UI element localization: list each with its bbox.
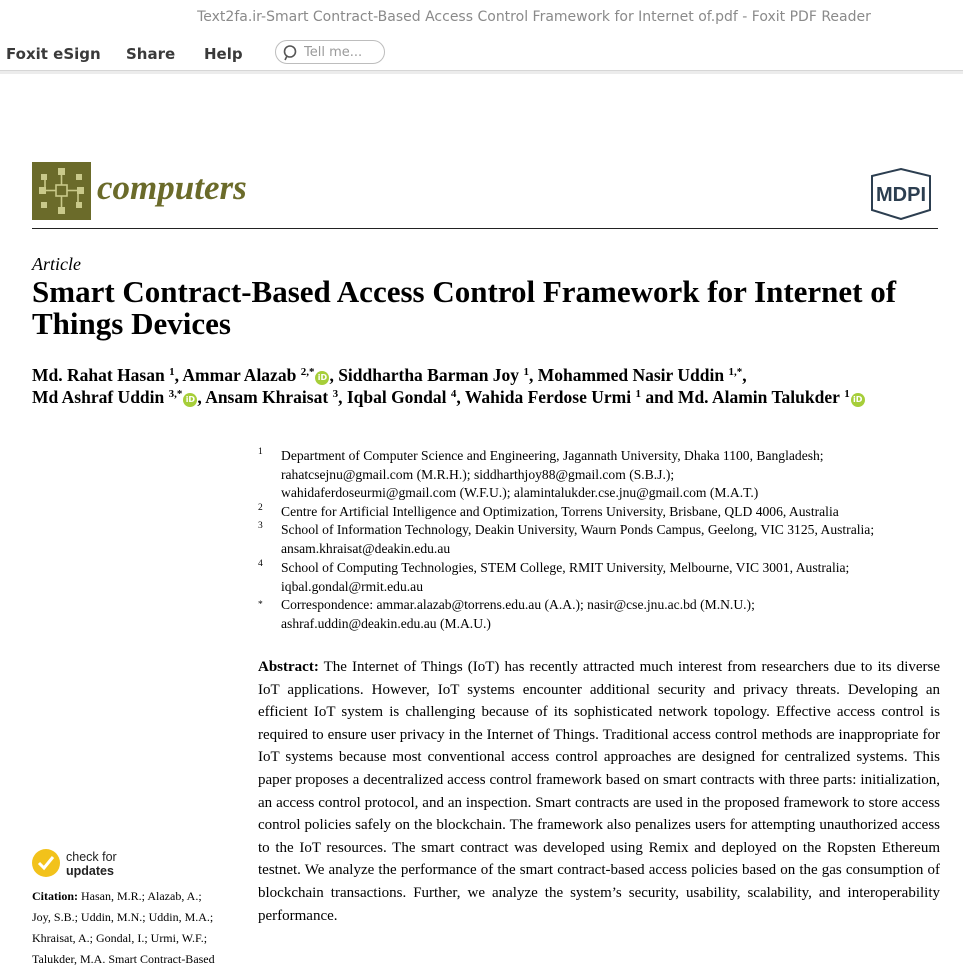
affiliation-line: Correspondence: ammar.alazab@torrens.edu.au (A.A.); nasir@cse.jnu.ac.bd (M.N.U.); xyxy=(281,597,755,612)
check-for-updates-badge[interactable] xyxy=(32,848,132,880)
orcid-icon[interactable]: iD xyxy=(315,371,329,385)
author-affil: 2,* xyxy=(300,366,315,378)
author-name: Ammar Alazab xyxy=(182,365,297,385)
abstract-label: Abstract: xyxy=(258,659,319,675)
affiliation-line: wahidaferdoseurmi@gmail.com (W.F.U.); alamintalukder.cse.jnu@gmail.com (M.A.T.) xyxy=(281,485,759,501)
author-name: Iqbal Gondal xyxy=(346,387,447,407)
article-type: Article xyxy=(32,254,81,274)
author-name: Ansam Khraisat xyxy=(205,387,329,407)
check-badge xyxy=(32,849,60,877)
author-affil: 1,* xyxy=(728,366,743,378)
tell-me-search[interactable] xyxy=(275,40,385,64)
author-affil: 1 xyxy=(635,388,641,400)
author-name: Md. Rahat Hasan xyxy=(32,365,165,385)
author-line-1: Md. Rahat Hasan $^1$, Ammar Alazab $^{2,*}$ iD , Siddhartha Barman Joy $^1$, Mohammed Nasir Uddin $^{1,*}$, xyxy=(32,365,747,385)
orcid-icon[interactable]: iD xyxy=(851,393,865,407)
author-affil: 1 xyxy=(169,366,175,378)
window-title: Text2fa.ir-Smart Contract-Based Access Control Framework for Internet of.pdf - Foxit PDF Reader xyxy=(197,9,871,25)
title-bar xyxy=(0,0,963,36)
author-affil: 1 xyxy=(523,366,529,378)
mdpi-logo xyxy=(864,168,938,220)
menu-foxit-esign[interactable]: Foxit eSign xyxy=(6,45,101,63)
citation-line: Joy, S.B.; Uddin, M.N.; Uddin, M.A.; xyxy=(32,910,214,924)
menu-bar xyxy=(0,36,963,71)
check-icon xyxy=(37,855,55,871)
author-list xyxy=(32,364,942,408)
affiliation-line: iqbal.gondal@rmit.edu.au xyxy=(281,578,424,594)
affiliation-number: 1 xyxy=(258,447,263,457)
affiliation-line: Department of Computer Science and Engineering, Jagannath University, Dhaka 1100, Bangladesh; xyxy=(281,448,824,463)
affiliation-line: School of Information Technology, Deakin University, Waurn Ponds Campus, Geelong, VIC 3125, Australia; xyxy=(281,522,875,537)
header-rule xyxy=(32,228,938,229)
affiliation-number: 2 xyxy=(258,503,263,513)
check-updates-line-1: check for xyxy=(66,850,117,864)
author-affil: 3,* xyxy=(168,388,183,400)
author-name: Mohammed Nasir Uddin xyxy=(537,365,725,385)
affiliation-line: ashraf.uddin@deakin.edu.au (M.A.U.) xyxy=(281,615,491,631)
tell-me-input[interactable] xyxy=(304,43,382,61)
author-name: Md. Alamin Talukder xyxy=(677,387,840,407)
citation-label: Citation: xyxy=(32,889,78,903)
citation-block xyxy=(32,886,237,970)
menu-help[interactable]: Help xyxy=(204,45,243,63)
abstract xyxy=(258,656,940,927)
affiliation-number: * xyxy=(258,600,263,610)
author-line-2: Md Ashraf Uddin $^{3,*}$ iD , Ansam Khraisat $^3$, Iqbal Gondal $^4$, Wahida Ferdose Urmi $^1$ and Md. Alamin Talukder $^1$ iD xyxy=(32,386,942,408)
author-name: Md Ashraf Uddin xyxy=(32,387,165,407)
paper-title: Smart Contract-Based Access Control Framework for Internet of Things Devices xyxy=(32,274,897,341)
author-affil: 3 xyxy=(332,388,339,400)
citation-line: Hasan, M.R.; Alazab, A.; xyxy=(81,889,202,903)
affiliation-line: ansam.khraisat@deakin.edu.au xyxy=(281,540,451,556)
orcid-icon[interactable]: iD xyxy=(183,393,197,407)
citation-line: Khraisat, A.; Gondal, I.; Urmi, W.F.; xyxy=(32,931,208,945)
affiliation-number: 3 xyxy=(258,521,263,531)
author-name: Wahida Ferdose Urmi xyxy=(464,387,632,407)
author-affil: 4 xyxy=(450,388,457,400)
author-affil: 1 xyxy=(844,388,850,400)
pdf-page[interactable] xyxy=(0,74,963,964)
and-word: and xyxy=(645,387,674,407)
author-name: Siddhartha Barman Joy xyxy=(338,365,520,385)
abstract-text: The Internet of Things (IoT) has recently attracted much interest from researchers due to its diverse IoT applications. However, IoT systems encounter additional security and privacy threats. Developing an efficient IoT system is challenging because of its sophisticated network topology. Effective access control is required to ensure user privacy in the Internet of Things. Traditional access control methods are inappropriate for IoT systems because most conventional access control approaches are designed for centralized systems. This paper proposes a decentralized access control framework based on smart contracts with three parts: initialization, an access control protocol, and an inspection. Smart contracts are used in the proposed framework to store access control policies safely on the blockchain. The framework also penalizes users for attempting unauthorized access to the IoT resources. The smart contract was developed using Remix and deployed on the Ropsten Ethereum testnet. We analyze the performance of the smart contract-based access policies based on the gas consumption of blockchain transactions. Further, we analyze the system’s security, usability, scalability, and interoperability performance. xyxy=(258,659,941,924)
affiliation-line: Centre for Artificial Intelligence and Optimization, Torrens University, Brisbane, QLD 4006, Australia xyxy=(281,504,839,519)
search-icon xyxy=(281,44,299,62)
affiliation-line: School of Computing Technologies, STEM College, RMIT University, Melbourne, VIC 3001, Australia; xyxy=(281,560,850,575)
journal-logo xyxy=(32,162,91,220)
affiliation-number: 4 xyxy=(258,559,263,569)
circuit-logo-icon xyxy=(32,162,91,220)
affiliation-line: rahatcsejnu@gmail.com (M.R.H.); siddharthjoy88@gmail.com (S.B.J.); xyxy=(281,466,675,482)
journal-name: computers xyxy=(97,168,247,207)
check-updates-line-2: updates xyxy=(66,864,114,878)
menu-share[interactable]: Share xyxy=(126,45,176,63)
publisher-name: MDPI xyxy=(876,184,926,206)
citation-line: Talukder, M.A. Smart Contract-Based xyxy=(32,952,215,966)
